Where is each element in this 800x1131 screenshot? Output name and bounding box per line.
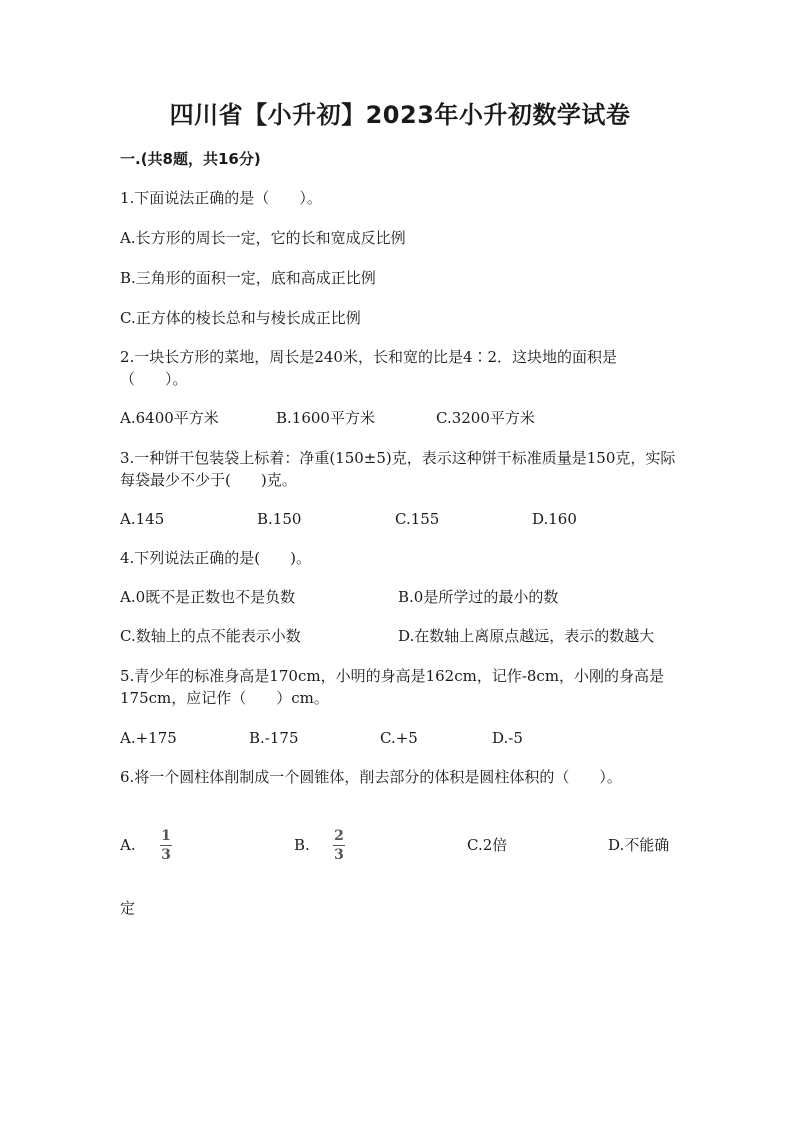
question-4-option-a[interactable]: A.0既不是正数也不是负数 <box>120 588 296 606</box>
question-3-option-d[interactable]: D.160 <box>532 510 577 528</box>
fraction-denominator: 3 <box>334 847 344 863</box>
question-6-option-b-fraction[interactable] <box>333 828 345 863</box>
question-3-option-c[interactable]: C.155 <box>395 510 440 528</box>
question-1-option-a[interactable]: A.长方形的周长一定，它的长和宽成反比例 <box>120 229 406 247</box>
question-4-stem: 4.下列说法正确的是( )。 <box>120 549 312 567</box>
question-6-option-c[interactable]: C.2倍 <box>467 836 508 854</box>
question-6-option-b-label[interactable]: B. <box>294 836 310 854</box>
question-2-option-a[interactable]: A.6400平方米 <box>120 409 219 427</box>
question-1-option-b[interactable]: B.三角形的面积一定，底和高成正比例 <box>120 269 376 287</box>
question-6-stem: 6.将一个圆柱体削制成一个圆锥体，削去部分的体积是圆柱体积的（ ）。 <box>120 768 622 786</box>
page-title: 四川省【小升初】2023年小升初数学试卷 <box>169 101 631 129</box>
question-3-option-b[interactable]: B.150 <box>257 510 302 528</box>
question-5-option-b[interactable]: B.-175 <box>249 729 299 747</box>
fraction-bar <box>160 845 172 846</box>
fraction-numerator: 1 <box>161 828 171 844</box>
question-1-option-c[interactable]: C.正方体的棱长总和与棱长成正比例 <box>120 309 361 327</box>
question-2-option-c[interactable]: C.3200平方米 <box>436 409 535 427</box>
question-5-option-d[interactable]: D.-5 <box>492 729 523 747</box>
question-4-option-b[interactable]: B.0是所学过的最小的数 <box>398 588 559 606</box>
question-5-stem: 5.青少年的标准身高是170cm，小明的身高是162cm，记作-8cm，小刚的身高是175cm，应记作（ ）cm。 <box>120 667 665 707</box>
question-4-option-c[interactable]: C.数轴上的点不能表示小数 <box>120 627 301 645</box>
question-2-option-b[interactable]: B.1600平方米 <box>276 409 375 427</box>
question-2-stem: 2.一块长方形的菜地，周长是240米，长和宽的比是4∶2．这块地的面积是（ ）。 <box>120 348 618 388</box>
question-3-stem: 3.一种饼干包装袋上标着：净重(150±5)克，表示这种饼干标准质量是150克，实际每袋最少不少于( )克。 <box>120 449 676 489</box>
question-4-option-d[interactable]: D.在数轴上离原点越远，表示的数越大 <box>398 627 655 645</box>
question-5-option-c[interactable]: C.+5 <box>380 729 418 747</box>
question-5-option-a[interactable]: A.+175 <box>120 729 177 747</box>
question-3-option-a[interactable]: A.145 <box>120 510 165 528</box>
fraction-denominator: 3 <box>161 847 171 863</box>
fraction-bar <box>333 845 345 846</box>
question-1-stem: 1.下面说法正确的是（ ）。 <box>120 189 322 207</box>
question-6-option-a-fraction[interactable] <box>160 828 172 863</box>
question-6-option-d-continued: 定 <box>120 899 136 917</box>
question-6-option-d[interactable]: D.不能确 <box>608 836 670 854</box>
fraction-numerator: 2 <box>334 828 344 844</box>
section-heading: 一.(共8题，共16分) <box>120 150 261 168</box>
question-6-option-a-label[interactable]: A. <box>120 836 136 854</box>
